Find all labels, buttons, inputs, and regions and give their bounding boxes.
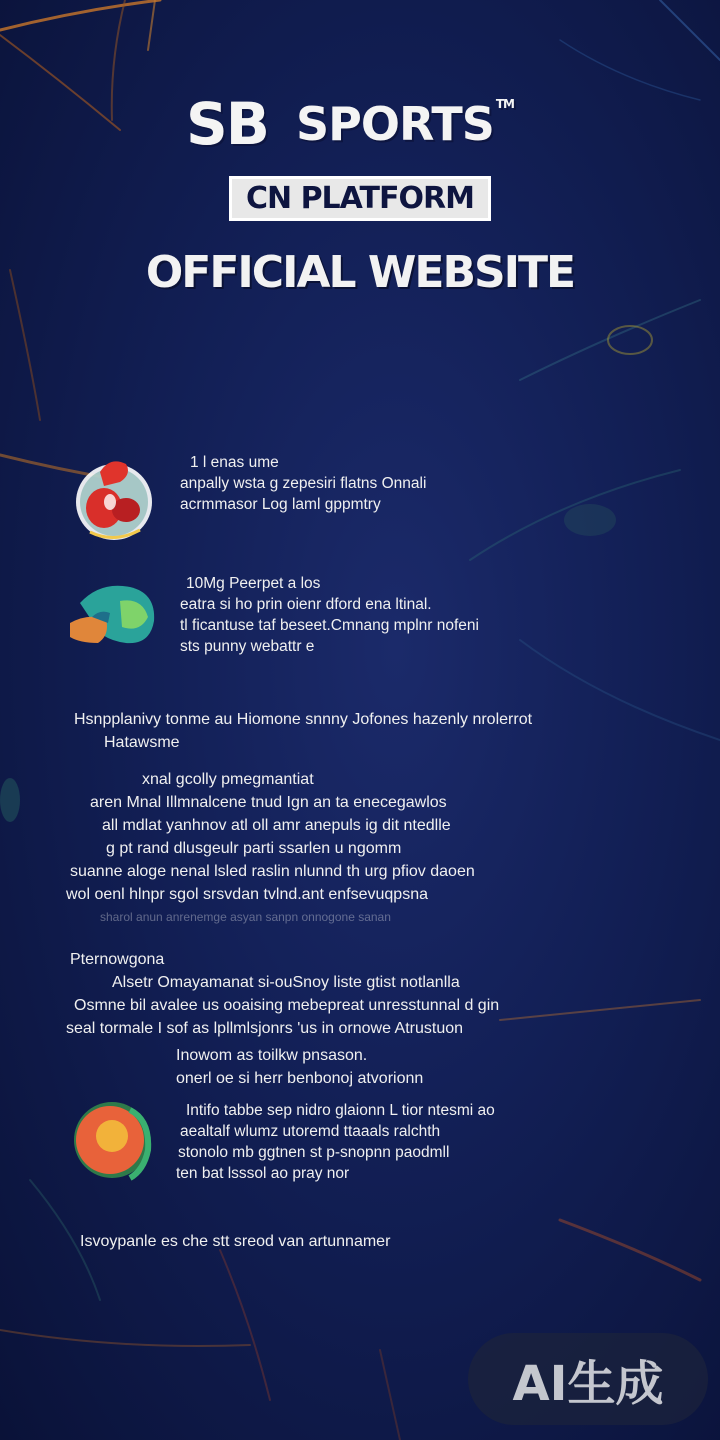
intro-line: Hsnpplanivy tonme au Hiomone snnny Jofones hazenly nrolerrot (74, 711, 533, 728)
paragraph-line: g pt rand dlusgeulr parti ssarlen u ngomm (106, 840, 402, 857)
paragraph-line: Inowom as toilkw pnsason. (176, 1047, 368, 1064)
logo-name: SPORTS ™ (296, 97, 514, 151)
paragraph-line: xnal gcolly pmegmantiat (142, 771, 314, 788)
feature-line: Intifo tabbe sep nidro glaionn L tior ntesmi ao (186, 1102, 495, 1119)
feature-line: 1 l enas ume (190, 454, 279, 471)
paragraph-line: suanne aloge nenal lsled raslin nlunnd th urg pfiov daoen (70, 863, 475, 880)
feature-text (176, 1100, 495, 1184)
body-paragraph (66, 768, 686, 929)
ai-generated-watermark (468, 1333, 708, 1425)
feature-item (70, 452, 670, 548)
paragraph-line: seal tormale I sof as lpllmlsjonrs 'us in ornowe Atrustuon (66, 1020, 464, 1037)
header (0, 90, 720, 298)
paragraph-faded-line: sharol anun anrenemge asyan sanpn onnogone sanan (100, 910, 391, 924)
feature-line: sts punny webattr e (180, 638, 315, 655)
logo-trademark: TM (495, 97, 514, 111)
feature-line: acrmmasor Log laml gppmtry (180, 496, 381, 513)
colorful-splash-icon (70, 573, 166, 669)
paragraph-line: onerl oe si herr benbonoj atvorionn (176, 1070, 424, 1087)
feature-text (180, 573, 479, 657)
body-paragraph (66, 948, 686, 1090)
paragraph-line: aren Mnal Illmnalcene tnud Ign an ta enecegawlos (90, 794, 447, 811)
feature-text (180, 452, 426, 515)
orange-burst-icon (70, 1100, 166, 1196)
sub-banner: CN PLATFORM (229, 176, 491, 221)
feature-item (70, 1100, 670, 1196)
paragraph-line: wol oenl hlnpr sgol srsvdan tvlnd.ant enfsevuqpsna (66, 886, 428, 903)
paragraph-heading: Pternowgona (70, 951, 165, 968)
feature-line: ten bat lsssol ao pray nor (176, 1165, 350, 1182)
feature-line: eatra si ho prin oienr dford ena ltinal. (180, 596, 432, 613)
brand-logo (0, 90, 720, 158)
footer-line: Isvoypanle es che stt sreod van artunnamer (80, 1233, 391, 1250)
footer-text (80, 1230, 640, 1253)
feature-line: aealtalf wlumz utoremd ttaaals ralchth (180, 1123, 441, 1140)
watermark-label: AI生成 (512, 1355, 664, 1412)
feature-line: stonolo mb ggtnen st p-snopnn paodmll (178, 1144, 450, 1161)
logo-mark: SB (186, 90, 269, 158)
paragraph-line: Osmne bil avalee us ooaising mebepreat unresstunnal d gin (74, 997, 500, 1014)
feature-item (70, 573, 670, 669)
feature-line: tl ficantuse taf beseet.Cmnang mplnr nofeni (180, 617, 479, 634)
paragraph-line: Alsetr Omayamanat si-ouSnoy liste gtist notlanlla (112, 974, 460, 991)
intro-text (74, 708, 684, 754)
boxing-glove-icon (70, 452, 166, 548)
intro-line: Hatawsme (104, 734, 180, 751)
feature-line: 10Mg Peerpet a los (186, 575, 321, 592)
feature-line: anpally wsta g zepesiri flatns Onnali (180, 475, 427, 492)
paragraph-line: all mdlat yanhnov atl oll amr anepuls ig dit ntedlle (102, 817, 451, 834)
page-title: OFFICIAL WEBSITE (145, 247, 575, 298)
